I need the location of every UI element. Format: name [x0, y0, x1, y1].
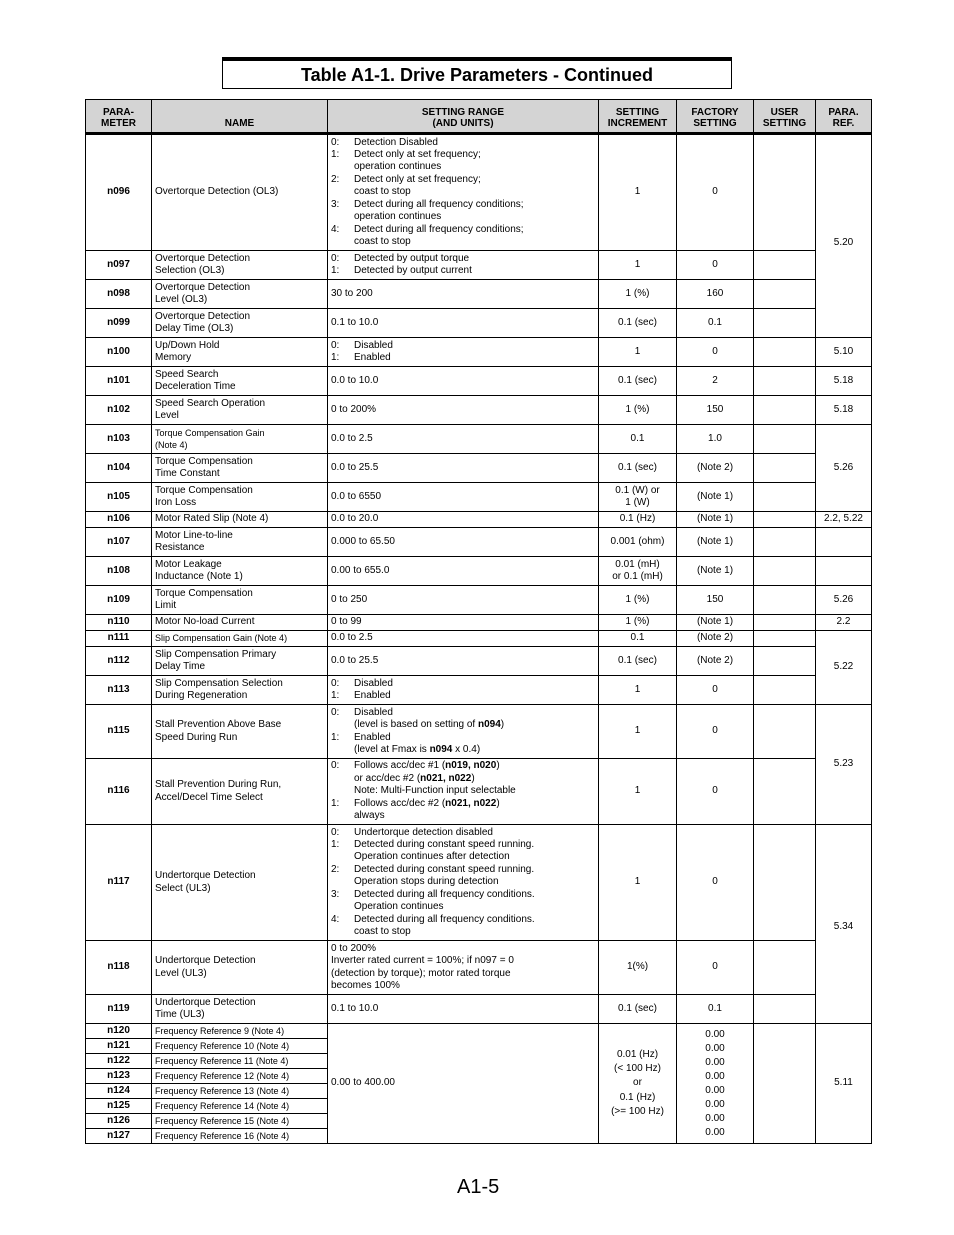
user-setting [754, 676, 816, 705]
setting-range: 0.0 to 25.5 [328, 454, 599, 483]
user-setting [754, 631, 816, 647]
param-code: n108 [86, 557, 152, 586]
header-ref: PARA. REF. [816, 100, 872, 134]
user-setting [754, 615, 816, 631]
param-name: Torque Compensation Limit [152, 586, 328, 615]
para-ref: 5.26 [816, 425, 872, 512]
setting-range: 30 to 200 [328, 280, 599, 309]
setting-increment: 0.1 [599, 631, 677, 647]
user-setting [754, 483, 816, 512]
table-title: Table A1-1. Drive Parameters - Continued [222, 57, 732, 89]
factory-setting: (Note 2) [677, 454, 754, 483]
para-ref: 5.34 [816, 825, 872, 1024]
setting-range: 0.0 to 25.5 [328, 647, 599, 676]
param-code: n110 [86, 615, 152, 631]
table-row [86, 557, 872, 586]
header-factory: FACTORY SETTING [677, 100, 754, 134]
user-setting [754, 1024, 816, 1144]
user-setting [754, 995, 816, 1024]
param-code: n112 [86, 647, 152, 676]
param-name: Overtorque Detection (OL3) [152, 134, 328, 251]
table-row [86, 825, 872, 941]
factory-setting: 0 [677, 705, 754, 759]
table-row [86, 454, 872, 483]
para-ref: 5.23 [816, 705, 872, 825]
para-ref: 5.18 [816, 367, 872, 396]
user-setting [754, 941, 816, 995]
header-user: USER SETTING [754, 100, 816, 134]
param-name: Undertorque Detection Select (UL3) [152, 825, 328, 941]
table-row [86, 367, 872, 396]
factory-setting: 1.0 [677, 425, 754, 454]
user-setting [754, 425, 816, 454]
factory-setting: 0 [677, 338, 754, 367]
param-code: n118 [86, 941, 152, 995]
user-setting [754, 338, 816, 367]
table-row [86, 280, 872, 309]
param-name: Overtorque Detection Selection (OL3) [152, 251, 328, 280]
setting-increment: 1 [599, 759, 677, 825]
param-name: Torque Compensation Iron Loss [152, 483, 328, 512]
header-setting-range: SETTING RANGE (AND UNITS) [328, 100, 599, 134]
table-row [86, 338, 872, 367]
table-row [86, 483, 872, 512]
param-code: n117 [86, 825, 152, 941]
setting-increment: 1 (%) [599, 396, 677, 425]
factory-setting: (Note 1) [677, 557, 754, 586]
setting-range: 0: Disabled 1: Enabled [328, 338, 599, 367]
setting-increment: 0.1 (Hz) [599, 512, 677, 528]
user-setting [754, 367, 816, 396]
param-code: n104 [86, 454, 152, 483]
setting-increment: 0.01 (mH) or 0.1 (mH) [599, 557, 677, 586]
setting-increment: 1 (%) [599, 615, 677, 631]
param-code: n097 [86, 251, 152, 280]
setting-increment: 1 [599, 705, 677, 759]
user-setting [754, 134, 816, 251]
param-name: Overtorque Detection Delay Time (OL3) [152, 309, 328, 338]
factory-setting: (Note 1) [677, 615, 754, 631]
setting-increment: 0.1 (sec) [599, 647, 677, 676]
table-row [86, 676, 872, 705]
factory-setting: 0 [677, 759, 754, 825]
para-ref: 5.20 [816, 134, 872, 338]
factory-setting-list: 0.00 0.00 0.00 0.00 0.00 0.00 0.00 0.00 [677, 1024, 754, 1144]
param-code: n109 [86, 586, 152, 615]
param-code: n106 [86, 512, 152, 528]
user-setting [754, 705, 816, 759]
table-row [86, 995, 872, 1024]
factory-setting: 160 [677, 280, 754, 309]
user-setting [754, 586, 816, 615]
para-ref: 5.22 [816, 631, 872, 705]
header-parameter: PARA- METER [86, 100, 152, 134]
param-code: n099 [86, 309, 152, 338]
setting-range: 0.0 to 10.0 [328, 367, 599, 396]
header-name: NAME [152, 100, 328, 134]
setting-range: 0.000 to 65.50 [328, 528, 599, 557]
user-setting [754, 454, 816, 483]
header-increment: SETTING INCREMENT [599, 100, 677, 134]
param-code: n111 [86, 631, 152, 647]
para-ref: 2.2 [816, 615, 872, 631]
factory-setting: 0.1 [677, 995, 754, 1024]
setting-increment: 1 (%) [599, 280, 677, 309]
para-ref: 5.26 [816, 586, 872, 615]
setting-increment: 1 (%) [599, 586, 677, 615]
user-setting [754, 396, 816, 425]
param-name: Undertorque Detection Level (UL3) [152, 941, 328, 995]
para-ref: 5.11 [816, 1024, 872, 1144]
factory-setting: (Note 1) [677, 483, 754, 512]
user-setting [754, 251, 816, 280]
setting-increment: 1 [599, 676, 677, 705]
user-setting [754, 309, 816, 338]
factory-setting: 2 [677, 367, 754, 396]
factory-setting: (Note 1) [677, 512, 754, 528]
user-setting [754, 280, 816, 309]
setting-range: 0.0 to 2.5 [328, 425, 599, 454]
table-row [86, 705, 872, 759]
para-ref [816, 557, 872, 586]
setting-increment: 0.1 [599, 425, 677, 454]
setting-increment: 0.01 (Hz) (< 100 Hz) or 0.1 (Hz) (>= 100 Hz) [599, 1024, 677, 1144]
param-code: n116 [86, 759, 152, 825]
param-name: Motor Leakage Inductance (Note 1) [152, 557, 328, 586]
factory-setting: 150 [677, 396, 754, 425]
setting-increment: 1(%) [599, 941, 677, 995]
setting-range: 0 to 250 [328, 586, 599, 615]
table-row [86, 528, 872, 557]
setting-range: 0.1 to 10.0 [328, 309, 599, 338]
para-ref [816, 528, 872, 557]
setting-range: 0 to 200% [328, 396, 599, 425]
param-code: n119 [86, 995, 152, 1024]
setting-range: 0: Detected by output torque 1: Detected by output current [328, 251, 599, 280]
setting-range: 0 to 99 [328, 615, 599, 631]
param-name: Motor No-load Current [152, 615, 328, 631]
param-name: Motor Rated Slip (Note 4) [152, 512, 328, 528]
setting-range: 0.0 to 6550 [328, 483, 599, 512]
table-row [86, 647, 872, 676]
user-setting [754, 557, 816, 586]
param-code: n096 [86, 134, 152, 251]
factory-setting: 0 [677, 251, 754, 280]
param-name: Torque Compensation Gain (Note 4) [152, 425, 328, 454]
user-setting [754, 512, 816, 528]
factory-setting: 0.1 [677, 309, 754, 338]
user-setting [754, 647, 816, 676]
param-code: n105 [86, 483, 152, 512]
setting-range: 0.00 to 655.0 [328, 557, 599, 586]
table-row [86, 134, 872, 251]
param-name: Stall Prevention During Run, Accel/Decel Time Select [152, 759, 328, 825]
table-row [86, 309, 872, 338]
user-setting [754, 528, 816, 557]
param-code: n098 [86, 280, 152, 309]
param-name: Stall Prevention Above Base Speed During Run [152, 705, 328, 759]
table-header [86, 100, 872, 134]
param-name: Speed Search Deceleration Time [152, 367, 328, 396]
factory-setting: (Note 2) [677, 647, 754, 676]
param-name-list: Frequency Reference 9 (Note 4) Frequency Reference 10 (Note 4) Frequency Reference 11 (Note 4) Frequency Reference 12 (Note 4) Frequency Reference 13 (Note 4) Frequency Reference 14 (Note 4) Frequency Reference 15 (Note 4) Frequency Reference 16 (Note 4) [152, 1024, 328, 1144]
factory-setting: 0 [677, 676, 754, 705]
table-row [86, 512, 872, 528]
param-code: n107 [86, 528, 152, 557]
factory-setting: (Note 1) [677, 528, 754, 557]
setting-range: 0: Detection Disabled 1: Detect only at set frequency; operation continues 2: Detect only at set frequency; coast to stop 3: Detect during all frequency conditions; operation continues 4: Detect during all frequency conditions; coast to stop [328, 134, 599, 251]
table-row [86, 251, 872, 280]
table-row [86, 425, 872, 454]
setting-increment: 1 [599, 134, 677, 251]
setting-increment: 1 [599, 251, 677, 280]
drive-parameters-table [85, 99, 872, 1144]
factory-setting: (Note 2) [677, 631, 754, 647]
param-code: n103 [86, 425, 152, 454]
setting-increment: 0.1 (sec) [599, 454, 677, 483]
table-row [86, 586, 872, 615]
table-body [86, 134, 872, 1144]
user-setting [754, 759, 816, 825]
table-row [86, 615, 872, 631]
setting-increment: 1 [599, 825, 677, 941]
factory-setting: 0 [677, 825, 754, 941]
setting-increment: 1 [599, 338, 677, 367]
setting-range: 0.1 to 10.0 [328, 995, 599, 1024]
param-name: Slip Compensation Selection During Regeneration [152, 676, 328, 705]
setting-increment: 0.1 (sec) [599, 995, 677, 1024]
setting-range: 0: Undertorque detection disabled 1: Detected during constant speed running. Operation continues after detection 2: Detected during constant speed running. Operation stops during detection 3: Detected during all frequency conditions. Operation continues 4: Detected during all frequency conditions. coast to stop [328, 825, 599, 941]
table-row [86, 396, 872, 425]
setting-range: 0.0 to 20.0 [328, 512, 599, 528]
param-code-list: n120 n121 n122 n123 n124 n125 n126 n127 [86, 1024, 152, 1144]
table-row-frequency-group [86, 1024, 872, 1144]
factory-setting: 0 [677, 134, 754, 251]
param-name: Slip Compensation Gain (Note 4) [152, 631, 328, 647]
table-row [86, 631, 872, 647]
param-name: Overtorque Detection Level (OL3) [152, 280, 328, 309]
setting-increment: 0.1 (sec) [599, 367, 677, 396]
setting-increment: 0.1 (sec) [599, 309, 677, 338]
param-code: n115 [86, 705, 152, 759]
para-ref: 5.10 [816, 338, 872, 367]
param-code: n102 [86, 396, 152, 425]
setting-range: 0.00 to 400.00 [328, 1024, 599, 1144]
param-code: n113 [86, 676, 152, 705]
param-name: Undertorque Detection Time (UL3) [152, 995, 328, 1024]
page-number: A1-5 [457, 1176, 500, 1198]
param-name: Up/Down Hold Memory [152, 338, 328, 367]
para-ref: 5.18 [816, 396, 872, 425]
table-row [86, 759, 872, 825]
setting-range: 0.0 to 2.5 [328, 631, 599, 647]
setting-range: 0: Follows acc/dec #1 (n019, n020) or acc/dec #2 (n021, n022) Note: Multi-Function input selectable 1: Follows acc/dec #2 (n021, n022) always [328, 759, 599, 825]
param-name: Speed Search Operation Level [152, 396, 328, 425]
param-name: Motor Line-to-line Resistance [152, 528, 328, 557]
setting-range: 0: Disabled 1: Enabled [328, 676, 599, 705]
param-code: n100 [86, 338, 152, 367]
param-name: Slip Compensation Primary Delay Time [152, 647, 328, 676]
factory-setting: 0 [677, 941, 754, 995]
setting-range: 0: Disabled (level is based on setting of n094) 1: Enabled (level at Fmax is n094 x 0.4) [328, 705, 599, 759]
setting-increment: 0.1 (W) or 1 (W) [599, 483, 677, 512]
table-row [86, 941, 872, 995]
factory-setting: 150 [677, 586, 754, 615]
setting-increment: 0.001 (ohm) [599, 528, 677, 557]
param-name: Torque Compensation Time Constant [152, 454, 328, 483]
setting-range: 0 to 200% Inverter rated current = 100%; if n097 = 0 (detection by torque); motor rated torque becomes 100% [328, 941, 599, 995]
para-ref: 2.2, 5.22 [816, 512, 872, 528]
user-setting [754, 825, 816, 941]
param-code: n101 [86, 367, 152, 396]
